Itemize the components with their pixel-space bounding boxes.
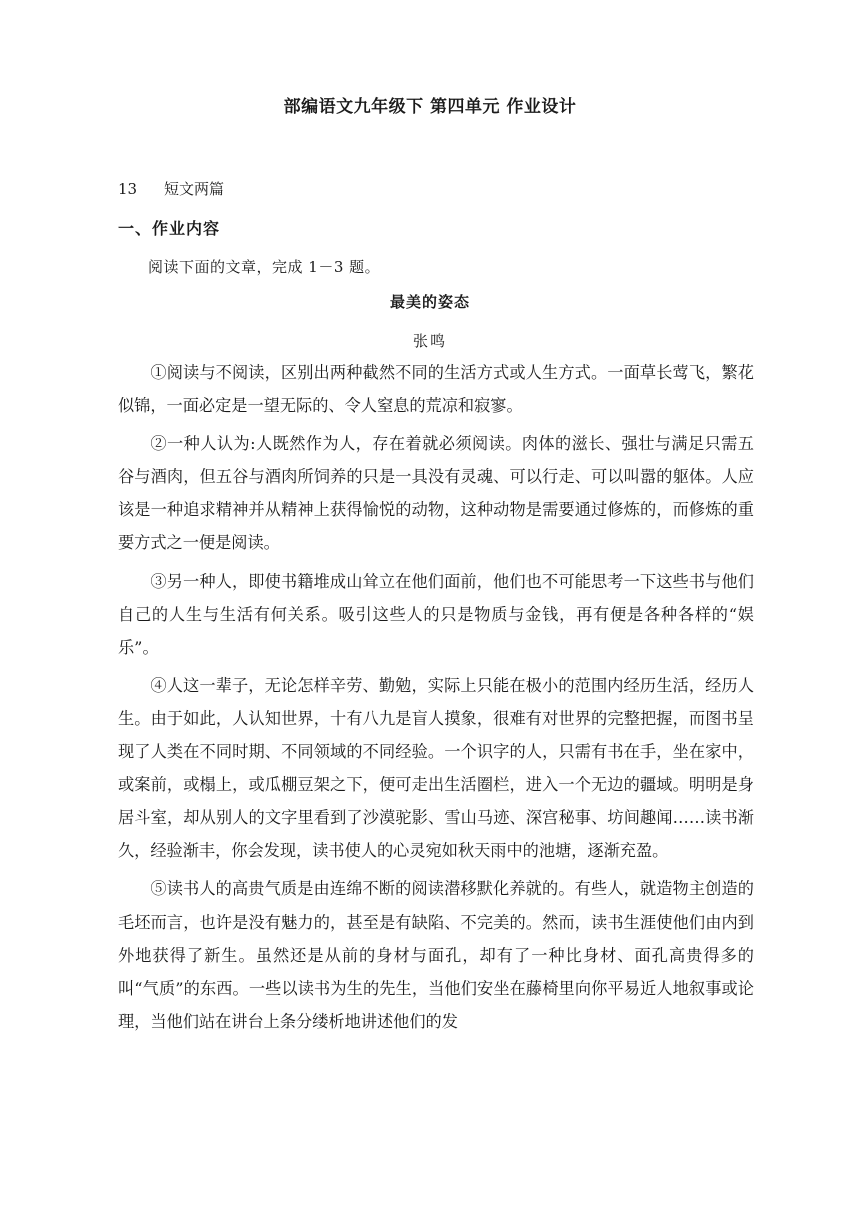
lesson-title: 短文两篇 bbox=[164, 180, 225, 198]
paragraph-1: ①阅读与不阅读，区别出两种截然不同的生活方式或人生方式。一面草长莺飞，繁花似锦，一面必定是一望无际的、令人窒息的荒凉和寂寥。 bbox=[118, 363, 754, 416]
lesson-number: 13 bbox=[118, 180, 138, 198]
article-author: 张鸣 bbox=[412, 332, 447, 350]
instruction-text: 阅读下面的文章，完成 1－3 题。 bbox=[148, 258, 381, 276]
article-body bbox=[118, 356, 754, 1043]
document-title: 部编语文九年级下 第四单元 作业设计 bbox=[283, 97, 577, 117]
paragraph-4: ④人这一辈子，无论怎样辛劳、勤勉，实际上只能在极小的范围内经历生活，经历人生。由于如此，人认知世界，十有八九是盲人摸象，很难有对世界的完整把握，而图书呈现了人类在不同时期、不同领域的不同经验。一个识字的人，只需有书在手，坐在家中，或案前，或榻上，或瓜棚豆架之下，便可走出生活圈栏，进入一个无边的疆域。明明是身居斗室，却从别人的文字里看到了沙漠驼影、雪山马迹、深宫秘事、坊间趣闻……读书渐久，经验渐丰，你会发现，读书使人的心灵宛如秋天雨中的池塘，逐渐充盈。 bbox=[118, 675, 754, 861]
paragraph-3: ③另一种人，即使书籍堆成山耸立在他们面前，他们也不可能思考一下这些书与他们自己的人生与生活有何关系。吸引这些人的只是物质与金钱，再有便是各种各样的“娱乐”。 bbox=[118, 571, 754, 657]
article-title: 最美的姿态 bbox=[389, 293, 470, 311]
lesson-heading bbox=[118, 178, 224, 199]
paragraph-5: ⑤读书人的高贵气质是由连绵不断的阅读潜移默化养就的。有些人，就造物主创造的毛坯而言，也许是没有魅力的，甚至是有缺陷、不完美的。然而，读书生涯使他们由内到外地获得了新生。虽然还是从前的身材与面孔，却有了一种比身材、面孔高贵得多的叫“气质”的东西。一些以读书为生的先生，当他们安坐在藤椅里向你平易近人地叙事或论理，当他们站在讲台上条分缕析地讲述他们的发 bbox=[118, 879, 754, 1031]
paragraph-2: ②一种人认为:人既然作为人，存在着就必须阅读。肉体的滋长、强壮与满足只需五谷与酒肉，但五谷与酒肉所饲养的只是一具没有灵魂、可以行走、可以叫嚣的躯体。人应该是一种追求精神并从精神上获得愉悦的动物，这种动物是需要通过修炼的，而修炼的重要方式之一便是阅读。 bbox=[118, 434, 754, 553]
section-heading: 一、作业内容 bbox=[118, 219, 221, 238]
